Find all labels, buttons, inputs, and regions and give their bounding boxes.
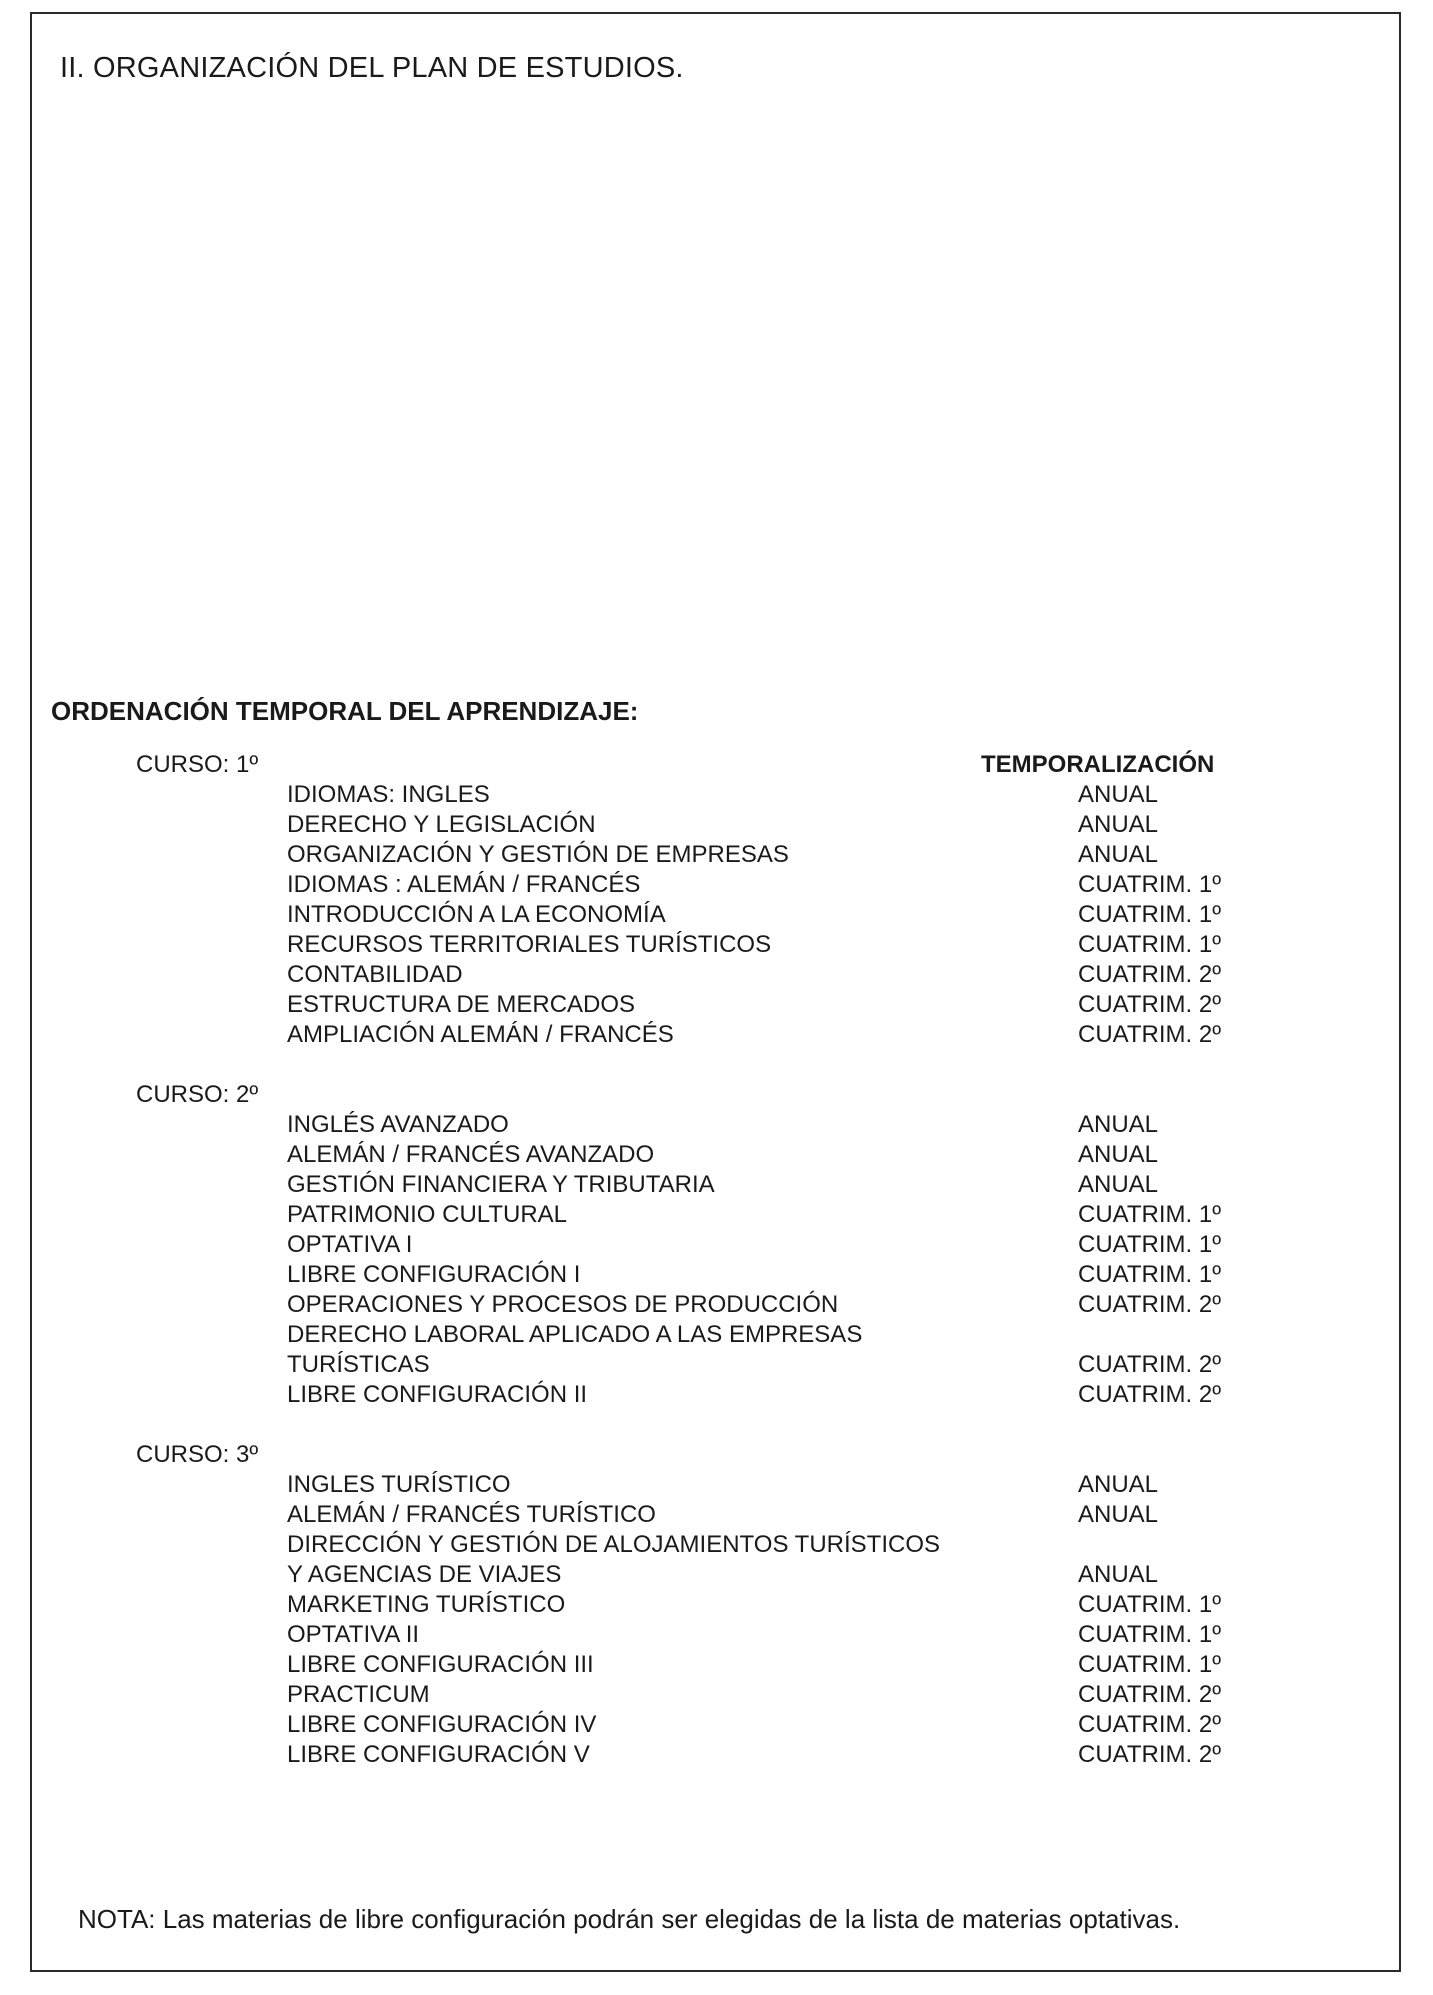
subject-term: CUATRIM. 2º: [1078, 961, 1221, 988]
subject-term: ANUAL: [1078, 1141, 1159, 1168]
subject-term: ANUAL: [1078, 1501, 1159, 1528]
subject-term: CUATRIM. 2º: [1078, 1021, 1221, 1048]
subject-row: [136, 1740, 1286, 1770]
subject-term: CUATRIM. 1º: [1078, 1231, 1221, 1258]
subject-term: CUATRIM. 2º: [1078, 1681, 1221, 1708]
subject-name: AMPLIACIÓN ALEMÁN / FRANCÉS: [287, 1021, 674, 1048]
subject-row: [136, 1620, 1286, 1650]
subject-name: LIBRE CONFIGURACIÓN IV: [287, 1711, 597, 1738]
course-block-1: [136, 750, 1286, 1050]
subject-row: [136, 960, 1286, 990]
subject-name: LIBRE CONFIGURACIÓN II: [287, 1381, 588, 1408]
subject-term: CUATRIM. 2º: [1078, 1381, 1221, 1408]
course-block-3: [136, 1440, 1286, 1770]
subject-list: [136, 1470, 1286, 1770]
subject-row: [136, 1260, 1286, 1290]
subject-name: OPTATIVA II: [287, 1621, 420, 1648]
course-label: CURSO: 3º: [136, 1441, 259, 1468]
subject-term: ANUAL: [1078, 1561, 1159, 1588]
subject-name: ALEMÁN / FRANCÉS AVANZADO: [287, 1141, 655, 1168]
subject-name: TURÍSTICAS: [287, 1351, 430, 1378]
subject-row: [136, 1230, 1286, 1260]
subject-term: ANUAL: [1078, 1471, 1159, 1498]
subject-name: IDIOMAS: INGLES: [287, 781, 490, 808]
subject-row: [136, 1170, 1286, 1200]
subject-name: INTRODUCCIÓN A LA ECONOMÍA: [287, 901, 666, 928]
subject-row: [136, 1110, 1286, 1140]
subject-name: DERECHO Y LEGISLACIÓN: [287, 811, 596, 838]
subject-term: CUATRIM. 1º: [1078, 931, 1221, 958]
subject-name: LIBRE CONFIGURACIÓN V: [287, 1741, 590, 1768]
subject-row: [136, 1680, 1286, 1710]
subject-row: [136, 1470, 1286, 1500]
subject-name: LIBRE CONFIGURACIÓN I: [287, 1261, 581, 1288]
subject-term: CUATRIM. 1º: [1078, 1201, 1221, 1228]
course-label: CURSO: 2º: [136, 1081, 259, 1108]
subject-term: CUATRIM. 2º: [1078, 1711, 1221, 1738]
subject-term: CUATRIM. 2º: [1078, 1291, 1221, 1318]
course-label: CURSO: 1º: [136, 751, 259, 778]
subject-term: ANUAL: [1078, 781, 1159, 808]
subject-list: [136, 1110, 1286, 1410]
subject-term: CUATRIM. 1º: [1078, 1621, 1221, 1648]
subject-row: [136, 990, 1286, 1020]
subject-name: OPERACIONES Y PROCESOS DE PRODUCCIÓN: [287, 1291, 839, 1318]
subject-term: ANUAL: [1078, 1111, 1159, 1138]
subject-row: [136, 1290, 1286, 1320]
subject-name: GESTIÓN FINANCIERA Y TRIBUTARIA: [287, 1171, 715, 1198]
subject-term: CUATRIM. 1º: [1078, 1651, 1221, 1678]
subject-term: CUATRIM. 1º: [1078, 901, 1221, 928]
subject-row: [136, 1650, 1286, 1680]
subject-name: LIBRE CONFIGURACIÓN III: [287, 1651, 594, 1678]
subject-row: [136, 810, 1286, 840]
subject-term: ANUAL: [1078, 841, 1159, 868]
subject-row: [136, 1530, 1286, 1560]
subject-term: ANUAL: [1078, 1171, 1159, 1198]
subject-row: [136, 1380, 1286, 1410]
course-header-row: [136, 750, 1286, 780]
subject-name: IDIOMAS : ALEMÁN / FRANCÉS: [287, 871, 641, 898]
subject-row: [136, 1200, 1286, 1230]
subject-name: ESTRUCTURA DE MERCADOS: [287, 991, 636, 1018]
course-schedule: [136, 750, 1286, 1770]
subject-row: [136, 1020, 1286, 1050]
subject-name: PATRIMONIO CULTURAL: [287, 1201, 568, 1228]
subject-term: ANUAL: [1078, 811, 1159, 838]
subject-row: [136, 1500, 1286, 1530]
subject-term: CUATRIM. 1º: [1078, 1591, 1221, 1618]
subject-name: INGLES TURÍSTICO: [287, 1471, 511, 1498]
subject-row: [136, 780, 1286, 810]
column-header-temporalizacion: TEMPORALIZACIÓN: [981, 751, 1215, 778]
subject-term: CUATRIM. 2º: [1078, 1351, 1221, 1378]
subject-row: [136, 870, 1286, 900]
subject-name: DIRECCIÓN Y GESTIÓN DE ALOJAMIENTOS TURÍSTICOS: [287, 1531, 941, 1558]
subject-row: [136, 930, 1286, 960]
subject-name: OPTATIVA I: [287, 1231, 413, 1258]
subject-row: [136, 1140, 1286, 1170]
subject-term: CUATRIM. 1º: [1078, 871, 1221, 898]
schedule-subtitle: ORDENACIÓN TEMPORAL DEL APRENDIZAJE:: [51, 696, 639, 726]
subject-name: ALEMÁN / FRANCÉS TURÍSTICO: [287, 1501, 656, 1528]
subject-name: MARKETING TURÍSTICO: [287, 1591, 566, 1618]
subject-name: Y AGENCIAS DE VIAJES: [287, 1561, 562, 1588]
footnote: NOTA: Las materias de libre configuración podrán ser elegidas de la lista de materias optativas.: [78, 1904, 1181, 1934]
subject-list: [136, 780, 1286, 1050]
subject-name: PRACTICUM: [287, 1681, 430, 1708]
subject-row: [136, 1320, 1286, 1350]
section-title: II. ORGANIZACIÓN DEL PLAN DE ESTUDIOS.: [60, 52, 684, 84]
subject-name: RECURSOS TERRITORIALES TURÍSTICOS: [287, 931, 772, 958]
subject-term: CUATRIM. 2º: [1078, 991, 1221, 1018]
subject-row: [136, 1560, 1286, 1590]
subject-row: [136, 1710, 1286, 1740]
subject-row: [136, 1350, 1286, 1380]
subject-term: CUATRIM. 1º: [1078, 1261, 1221, 1288]
subject-name: CONTABILIDAD: [287, 961, 463, 988]
subject-row: [136, 1590, 1286, 1620]
subject-row: [136, 840, 1286, 870]
course-block-2: [136, 1080, 1286, 1410]
subject-name: DERECHO LABORAL APLICADO A LAS EMPRESAS: [287, 1321, 863, 1348]
subject-name: INGLÉS AVANZADO: [287, 1111, 509, 1138]
subject-term: CUATRIM. 2º: [1078, 1741, 1221, 1768]
subject-row: [136, 900, 1286, 930]
subject-name: ORGANIZACIÓN Y GESTIÓN DE EMPRESAS: [287, 841, 789, 868]
